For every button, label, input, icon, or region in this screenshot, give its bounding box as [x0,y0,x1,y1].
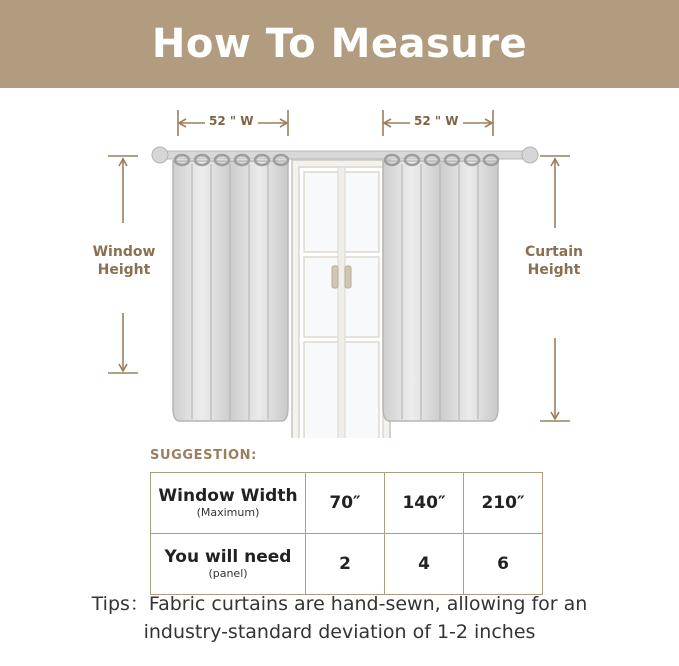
left-width-label: 52 " W [205,114,258,128]
window-height-label-line1: Window [92,244,156,260]
page-title: How To Measure [151,21,528,67]
cell-panels-3: 6 [464,534,543,595]
cell-window-width-3: 210″ [464,473,543,534]
tips-line2: industry-standard deviation of 1-2 inches [143,621,536,643]
tips-label: Tips： [91,593,149,615]
row-header-you-will-need [151,534,306,595]
tips-block [0,590,679,646]
tips-line1: Fabric curtains are hand-sewn, allowing for an [148,593,588,615]
row-header-sub: (panel) [208,567,248,580]
row-header-main: Window Width [158,486,298,506]
suggestion-table [150,472,543,595]
row-header-window-width [151,473,306,534]
cell-panels-2: 4 [385,534,464,595]
suggestion-table-wrap [150,472,530,595]
window-height-label [70,243,178,279]
window-height-label-line2: Height [97,262,151,278]
suggestion-heading: SUGGESTION: [150,448,257,463]
cell-window-width-1: 70″ [306,473,385,534]
row-header-sub: (Maximum) [196,506,260,519]
cell-window-width-2: 140″ [385,473,464,534]
right-width-label: 52 " W [410,114,463,128]
curtain-height-label-line2: Height [527,262,581,278]
row-header-main: You will need [164,547,292,567]
cell-panels-1: 2 [306,534,385,595]
table-row [151,534,543,595]
measure-diagram [0,88,679,438]
curtain-height-label [500,243,608,279]
header-banner [0,0,679,88]
table-row [151,473,543,534]
curtain-height-label-line1: Curtain [524,244,584,260]
